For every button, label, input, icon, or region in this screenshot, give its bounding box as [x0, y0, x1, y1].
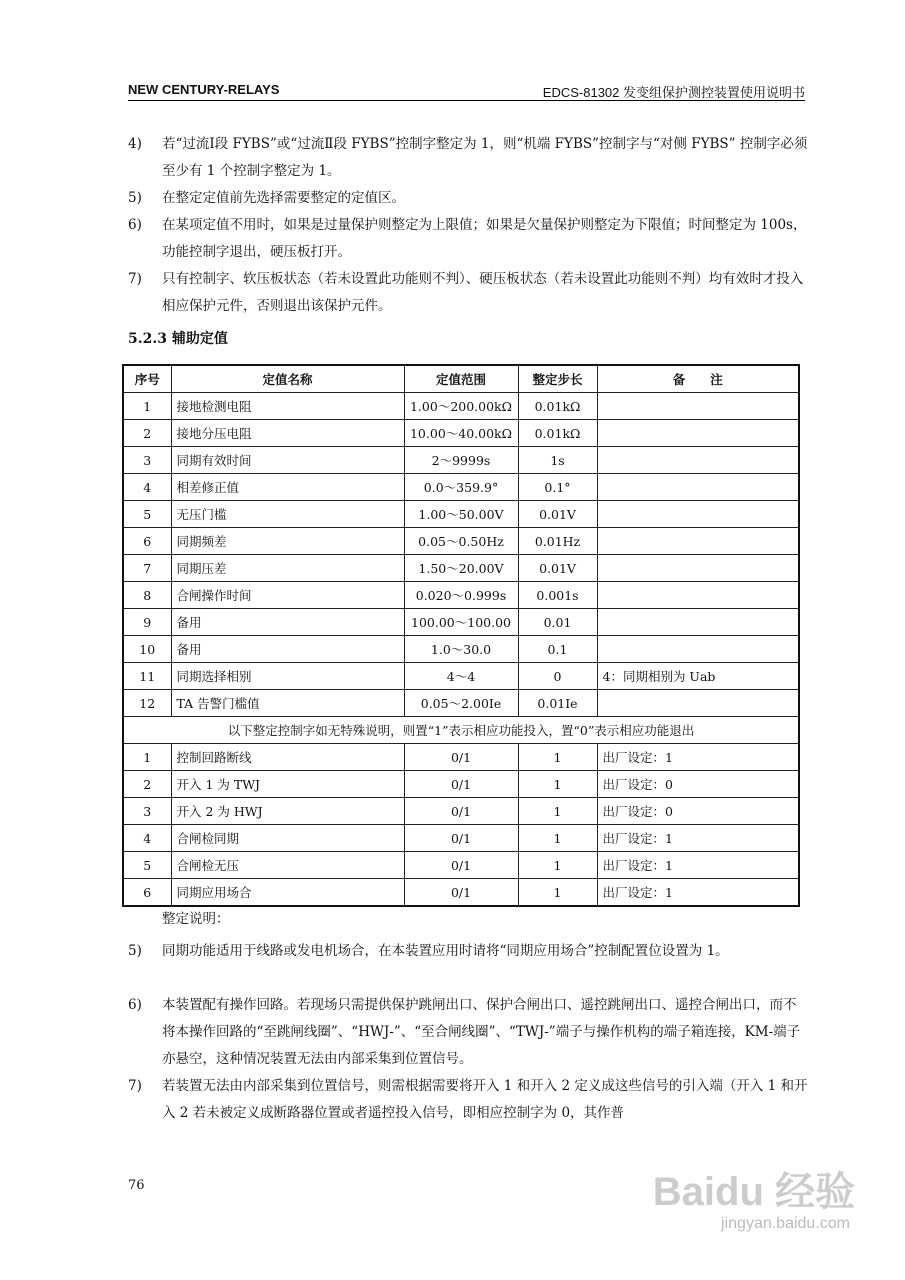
para-6 [128, 212, 808, 266]
table-row [123, 528, 799, 555]
para-4 [128, 131, 808, 185]
table-cell: 0.01V [518, 501, 597, 528]
table-cell: 备用 [171, 609, 404, 636]
table-row [123, 474, 799, 501]
table-cell: 0/1 [404, 771, 518, 798]
table-cell: 同期应用场合 [171, 879, 404, 907]
list-number: 4) [128, 136, 142, 152]
table-cell: 3 [123, 798, 171, 825]
table-cell: 0.0～359.9° [404, 474, 518, 501]
table-cell: 1 [123, 744, 171, 771]
table-cell: 出厂设定：0 [597, 771, 799, 798]
table-row [123, 663, 799, 690]
table-cell: 1 [518, 798, 597, 825]
note-7 [128, 1073, 808, 1127]
table-cell: 控制回路断线 [171, 744, 404, 771]
header-doc-title: EDCS-81302 发变组保护测控装置使用说明书 [542, 85, 805, 100]
col-header: 备 注 [597, 365, 799, 393]
list-number: 5) [128, 190, 142, 206]
table-row [123, 555, 799, 582]
table-cell: 备用 [171, 636, 404, 663]
table-cell: 合闸操作时间 [171, 582, 404, 609]
header-divider [128, 100, 805, 101]
table-note-row [123, 717, 799, 744]
table-cell: 0.05～2.00Ie [404, 690, 518, 717]
table-cell: 6 [123, 879, 171, 907]
table-cell: 1 [518, 771, 597, 798]
table-row [123, 447, 799, 474]
table-cell: 7 [123, 555, 171, 582]
table-cell: 1 [518, 744, 597, 771]
table-cell: 0.1° [518, 474, 597, 501]
table-cell: 无压门槛 [171, 501, 404, 528]
para-text: 在整定定值前先选择需要整定的定值区。 [162, 190, 405, 206]
table-cell [597, 474, 799, 501]
note-6 [128, 992, 808, 1073]
table-cell: 同期有效时间 [171, 447, 404, 474]
table-cell: 4～4 [404, 663, 518, 690]
page-number: 76 [128, 1178, 145, 1193]
table-cell: 11 [123, 663, 171, 690]
para-5 [128, 185, 808, 212]
table-cell [597, 609, 799, 636]
para-text: 若“过流Ⅰ段 FYBS”或“过流Ⅱ段 FYBS”控制字整定为 1，则“机端 FYBS”控制字与“对侧 FYBS” 控制字必须至少有 1 个控制字整定为 1。 [162, 136, 808, 179]
table-cell [597, 636, 799, 663]
table-row [123, 501, 799, 528]
table-cell: 接地检测电阻 [171, 393, 404, 420]
table-row [123, 636, 799, 663]
table-cell: 1 [518, 852, 597, 879]
col-header: 定值范围 [404, 365, 518, 393]
table-cell: 1.50～20.00V [404, 555, 518, 582]
table-cell: 0.001s [518, 582, 597, 609]
table-cell: 5 [123, 501, 171, 528]
table-row [123, 879, 799, 907]
col-header: 序号 [123, 365, 171, 393]
table-cell: 出厂设定：1 [597, 852, 799, 879]
table-cell: 12 [123, 690, 171, 717]
table-cell: 0/1 [404, 744, 518, 771]
table-cell: 0.01 [518, 609, 597, 636]
table-cell: 开入 1 为 TWJ [171, 771, 404, 798]
table-row [123, 744, 799, 771]
table-cell: 4：同期相别为 Uab [597, 663, 799, 690]
list-number: 6) [128, 997, 142, 1013]
table-cell: 10.00～40.00kΩ [404, 420, 518, 447]
table-cell: 接地分压电阻 [171, 420, 404, 447]
table-cell [597, 690, 799, 717]
table-cell: 1 [518, 879, 597, 907]
para-text: 本装置配有操作回路。若现场只需提供保护跳闸出口、保护合闸出口、遥控跳闸出口、遥控合闸出口，而不将本操作回路的“至跳闸线圈”、“HWJ-”、“至合闸线圈”、“TWJ-”端子与操作机构的端子箱连接，KM-端子亦悬空，这种情况装置无法由内部采集到位置信号。 [162, 997, 801, 1067]
table-cell: 0.01kΩ [518, 420, 597, 447]
table-cell: 出厂设定：0 [597, 798, 799, 825]
table-cell: 2 [123, 771, 171, 798]
table-cell: 1 [518, 825, 597, 852]
table-cell: 0/1 [404, 798, 518, 825]
para-text: 同期功能适用于线路或发电机场合，在本装置应用时请将“同期应用场合”控制配置位设置为 1。 [162, 943, 729, 959]
notes-title-text: 整定说明： [162, 911, 230, 927]
table-cell: 0.05～0.50Hz [404, 528, 518, 555]
table-cell: 5 [123, 852, 171, 879]
table-cell: 1s [518, 447, 597, 474]
baidu-watermark-logo: Baidu 经验 [652, 1170, 855, 1214]
table-cell: 出厂设定：1 [597, 879, 799, 907]
header-company: NEW CENTURY-RELAYS [128, 82, 280, 97]
table-cell [597, 447, 799, 474]
table-cell: 0.01Ie [518, 690, 597, 717]
table-cell [597, 393, 799, 420]
table-cell [597, 528, 799, 555]
table-row [123, 771, 799, 798]
table-cell: 10 [123, 636, 171, 663]
table-cell: 0/1 [404, 852, 518, 879]
table-cell: 8 [123, 582, 171, 609]
table-cell: 4 [123, 825, 171, 852]
table-cell: 1.0～30.0 [404, 636, 518, 663]
table-cell: 4 [123, 474, 171, 501]
table-row [123, 393, 799, 420]
table-cell [597, 582, 799, 609]
table-cell: 0.020～0.999s [404, 582, 518, 609]
table-row [123, 420, 799, 447]
table-row [123, 690, 799, 717]
table-cell: 1.00～50.00V [404, 501, 518, 528]
table-cell: 合闸检同期 [171, 825, 404, 852]
table-cell: 6 [123, 528, 171, 555]
list-number: 6) [128, 217, 142, 233]
table-cell: 合闸检无压 [171, 852, 404, 879]
table-row [123, 852, 799, 879]
table-cell: 0 [518, 663, 597, 690]
watermark-url: jingyan.baidu.com [721, 1215, 850, 1232]
table-note: 以下整定控制字如无特殊说明，则置“1”表示相应功能投入，置“0”表示相应功能退出 [123, 717, 799, 744]
table-cell [597, 555, 799, 582]
table-row [123, 825, 799, 852]
table-cell: 出厂设定：1 [597, 825, 799, 852]
para-text: 在某项定值不用时，如果是过量保护则整定为上限值；如果是欠量保护则整定为下限值；时间整定为 100s，功能控制字退出，硬压板打开。 [162, 217, 807, 260]
table-cell: 同期选择相别 [171, 663, 404, 690]
table-row [123, 609, 799, 636]
table-cell: 3 [123, 447, 171, 474]
para-7 [128, 266, 808, 320]
table-cell: 2 [123, 420, 171, 447]
table-cell: 0/1 [404, 879, 518, 907]
table-cell [597, 420, 799, 447]
table-cell: 0.1 [518, 636, 597, 663]
para-text: 若装置无法由内部采集到位置信号，则需根据需要将开入 1 和开入 2 定义成这些信号的引入端（开入 1 和开入 2 若未被定义成断路器位置或者遥控投入信号，即相应控制字为 0，其作普 [162, 1078, 808, 1121]
table-cell: 同期频差 [171, 528, 404, 555]
table-cell: 开入 2 为 HWJ [171, 798, 404, 825]
table-cell: 出厂设定：1 [597, 744, 799, 771]
list-number: 5) [128, 943, 142, 959]
table-cell: 1.00～200.00kΩ [404, 393, 518, 420]
table-cell: 1 [123, 393, 171, 420]
settings-table [122, 364, 800, 907]
table-cell [597, 501, 799, 528]
table-header-row [123, 365, 799, 393]
table-cell: 2～9999s [404, 447, 518, 474]
table-cell: 0/1 [404, 825, 518, 852]
table-cell: 0.01Hz [518, 528, 597, 555]
table-row [123, 798, 799, 825]
note-5 [128, 938, 808, 965]
para-text: 只有控制字、软压板状态（若未设置此功能则不判）、硬压板状态（若未设置此功能则不判）均有效时才投入相应保护元件，否则退出该保护元件。 [162, 271, 804, 314]
table-cell: 9 [123, 609, 171, 636]
table-cell: 0.01V [518, 555, 597, 582]
table-cell: TA 告警门槛值 [171, 690, 404, 717]
table-cell: 0.01kΩ [518, 393, 597, 420]
section-heading: 5.2.3 辅助定值 [128, 331, 228, 347]
list-number: 7) [128, 271, 142, 287]
notes-title [128, 906, 808, 933]
table-row [123, 582, 799, 609]
table-cell: 同期压差 [171, 555, 404, 582]
table-cell: 100.00～100.00 [404, 609, 518, 636]
col-header: 整定步长 [518, 365, 597, 393]
list-number: 7) [128, 1078, 142, 1094]
table-cell: 相差修正值 [171, 474, 404, 501]
col-header: 定值名称 [171, 365, 404, 393]
